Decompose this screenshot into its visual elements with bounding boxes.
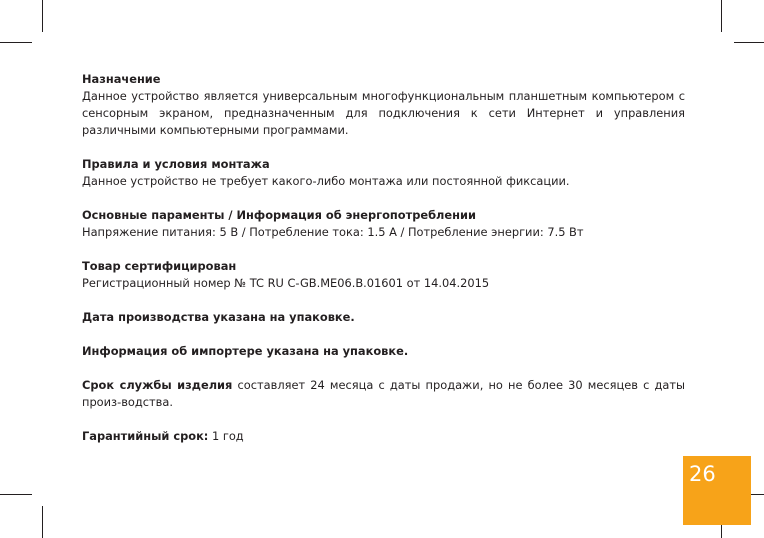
importer-info-note: Информация об импортере указана на упаковке.: [82, 344, 409, 358]
section-purpose: [82, 71, 685, 139]
service-life-text: составляет 24 месяца с даты продажи, но не более 30 месяцев с даты произ-водства.: [82, 378, 685, 409]
section-text: Напряжение питания: 5 В / Потребление тока: 1.5 А / Потребление энергии: 7.5 Вт: [82, 225, 584, 239]
section-power: [82, 207, 685, 241]
section-certification: [82, 258, 685, 292]
section-heading: Основные параменты / Информация об энергопотреблении: [82, 208, 476, 222]
section-heading: Правила и условия монтажа: [82, 157, 270, 171]
warranty-text: 1 год: [208, 429, 244, 443]
section-heading: Назначение: [82, 72, 161, 86]
crop-mark: [734, 42, 764, 43]
page-number: 26: [689, 462, 716, 486]
warranty: [82, 428, 685, 445]
service-life-label: Срок службы изделия: [82, 378, 233, 392]
crop-mark: [42, 506, 43, 538]
crop-mark: [0, 42, 32, 43]
crop-mark: [0, 494, 32, 495]
warranty-label: Гарантийный срок:: [82, 429, 209, 443]
production-date-note: Дата производства указана на упаковке.: [82, 310, 355, 324]
section-installation: [82, 156, 685, 190]
page-number-badge: [683, 456, 751, 525]
section-text: Данное устройство не требует какого-либо монтажа или постоянной фиксации.: [82, 174, 570, 188]
section-text: Регистрационный номер № TC RU C-GB.ME06.B.01601 от 14.04.2015: [82, 276, 490, 290]
document-body: [82, 71, 685, 462]
section-heading: Товар сертифицирован: [82, 259, 237, 273]
crop-mark: [721, 0, 722, 32]
crop-mark: [42, 0, 43, 32]
service-life: [82, 377, 685, 411]
section-text: Данное устройство является универсальным многофункциональным планшетным компьютером с сенсорным экраном, предназначенным для подключения к сети Интернет и управления различными компьютерными программами.: [82, 89, 685, 137]
